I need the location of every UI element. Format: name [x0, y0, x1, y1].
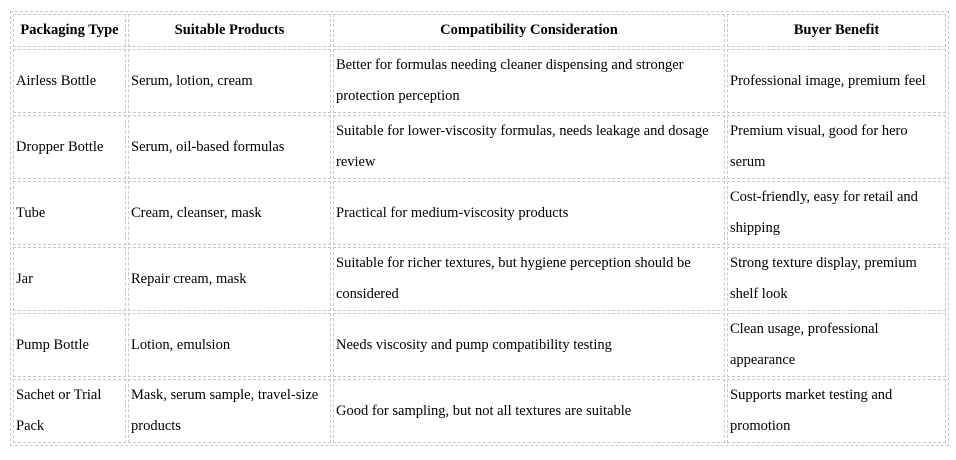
cell-packaging-type: Pump Bottle [13, 313, 126, 377]
header-compatibility-consideration: Compatibility Consideration [333, 14, 725, 47]
table-row [13, 313, 946, 377]
cell-packaging-type: Tube [13, 181, 126, 245]
cell-packaging-type: Dropper Bottle [13, 115, 126, 179]
table-header-row [13, 14, 946, 47]
cell-compatibility-consideration: Better for formulas needing cleaner dispensing and stronger protection perception [333, 49, 725, 113]
cell-buyer-benefit: Professional image, premium feel [727, 49, 946, 113]
table-row [13, 49, 946, 113]
cell-buyer-benefit: Supports market testing and promotion [727, 379, 946, 443]
cell-buyer-benefit: Strong texture display, premium shelf look [727, 247, 946, 311]
cell-buyer-benefit: Clean usage, professional appearance [727, 313, 946, 377]
cell-suitable-products: Cream, cleanser, mask [128, 181, 331, 245]
table-row [13, 181, 946, 245]
cell-suitable-products: Serum, oil-based formulas [128, 115, 331, 179]
packaging-comparison-table [10, 11, 949, 446]
header-packaging-type: Packaging Type [13, 14, 126, 47]
cell-compatibility-consideration: Suitable for richer textures, but hygiene perception should be considered [333, 247, 725, 311]
header-buyer-benefit: Buyer Benefit [727, 14, 946, 47]
packaging-table-container [10, 11, 949, 446]
table-row [13, 247, 946, 311]
cell-packaging-type: Airless Bottle [13, 49, 126, 113]
cell-buyer-benefit: Cost-friendly, easy for retail and shipping [727, 181, 946, 245]
cell-compatibility-consideration: Practical for medium-viscosity products [333, 181, 725, 245]
cell-compatibility-consideration: Suitable for lower-viscosity formulas, needs leakage and dosage review [333, 115, 725, 179]
cell-compatibility-consideration: Good for sampling, but not all textures are suitable [333, 379, 725, 443]
cell-packaging-type: Jar [13, 247, 126, 311]
cell-buyer-benefit: Premium visual, good for hero serum [727, 115, 946, 179]
table-row [13, 115, 946, 179]
cell-suitable-products: Repair cream, mask [128, 247, 331, 311]
cell-suitable-products: Serum, lotion, cream [128, 49, 331, 113]
cell-compatibility-consideration: Needs viscosity and pump compatibility testing [333, 313, 725, 377]
cell-packaging-type: Sachet or Trial Pack [13, 379, 126, 443]
table-row [13, 379, 946, 443]
header-suitable-products: Suitable Products [128, 14, 331, 47]
cell-suitable-products: Mask, serum sample, travel-size products [128, 379, 331, 443]
cell-suitable-products: Lotion, emulsion [128, 313, 331, 377]
